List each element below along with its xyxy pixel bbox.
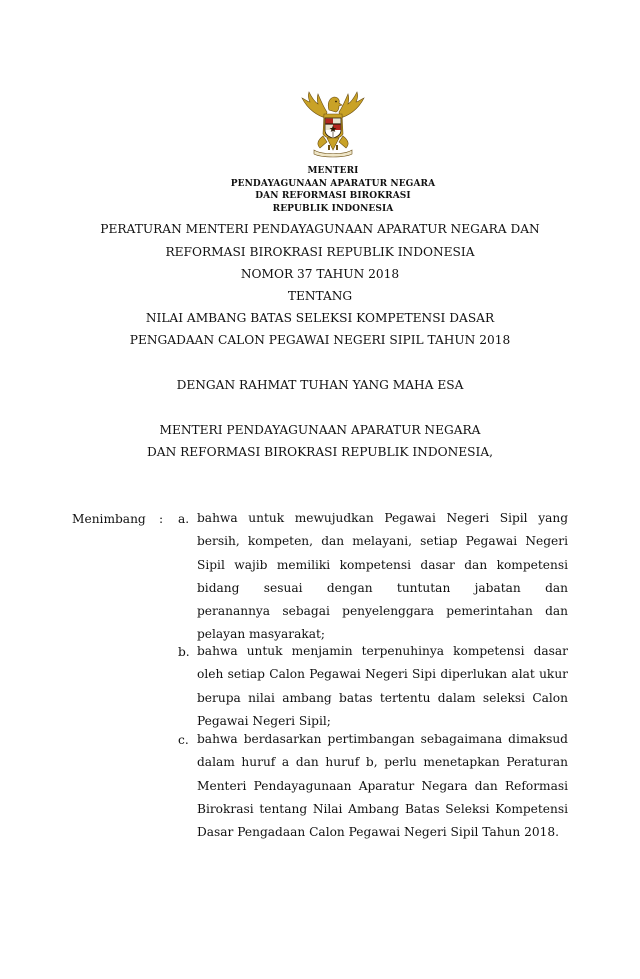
item-letter-b: b. <box>178 645 190 659</box>
minister-line-1: MENTERI PENDAYAGUNAAN APARATUR NEGARA <box>159 423 481 437</box>
letterhead-line-1: MENTERI <box>307 166 359 176</box>
minister-line-2: DAN REFORMASI BIROKRASI REPUBLIK INDONESIA, <box>147 445 493 459</box>
item-b-line: oleh setiap Calon Pegawai Negeri Sipi diperlukan alat ukur <box>197 667 568 682</box>
regulation-about: TENTANG <box>287 289 353 303</box>
item-a-text <box>197 507 568 647</box>
item-b-line: bahwa untuk menjamin terpenuhinya kompetensi dasar <box>197 644 568 658</box>
garuda-tail <box>318 136 348 150</box>
item-c-line: Birokrasi tentang Nilai Ambang Batas Seleksi Kompetensi <box>197 801 568 816</box>
letterhead-line-3: DAN REFORMASI BIROKRASI <box>255 191 411 201</box>
item-letter-a: a. <box>178 512 190 526</box>
item-b-line: berupa nilai ambang batas tertentu dalam seleksi Calon <box>197 690 568 705</box>
regulation-subject-line-2: PENGADAAN CALON PEGAWAI NEGERI SIPIL TAHUN 2018 <box>129 333 511 347</box>
regulation-subject-line-1: NILAI AMBANG BATAS SELEKSI KOMPETENSI DASAR <box>145 311 495 325</box>
invocation: DENGAN RAHMAT TUHAN YANG MAHA ESA <box>176 378 464 392</box>
regulation-title-line-1: PERATURAN MENTERI PENDAYAGUNAAN APARATUR NEGARA DAN <box>100 222 540 236</box>
shield-icon <box>325 118 341 138</box>
letterhead <box>0 165 640 215</box>
garuda-emblem <box>296 88 370 162</box>
letterhead-line-4: REPUBLIK INDONESIA <box>272 203 394 214</box>
motto-ribbon <box>314 150 352 157</box>
regulation-number: NOMOR 37 TAHUN 2018 <box>240 267 400 281</box>
item-c-line: dalam huruf a dan huruf b, perlu menetapkan Peraturan <box>197 755 568 770</box>
garuda-head <box>328 97 342 112</box>
item-b-text <box>197 640 568 733</box>
item-a-line: bidang sesuai dengan tuntutan jabatan dan <box>197 580 568 595</box>
item-a-line: peranannya sebagai penyelenggara pemerintahan dan <box>197 604 568 619</box>
regulation-title-line-2: REFORMASI BIROKRASI REPUBLIK INDONESIA <box>165 245 475 259</box>
item-c-text <box>197 728 568 844</box>
item-letter-c: c. <box>178 733 189 747</box>
item-a-line: bahwa untuk mewujudkan Pegawai Negeri Sipil yang <box>197 511 568 525</box>
left-wing <box>302 92 327 118</box>
considering-colon: : <box>159 512 164 526</box>
item-c-line: bahwa berdasarkan pertimbangan sebagaimana dimaksud <box>197 732 568 746</box>
item-a-line: bersih, kompeten, dan melayani, setiap Pegawai Negeri <box>197 534 568 549</box>
item-c-line: Dasar Pengadaan Calon Pegawai Negeri Sipil Tahun 2018. <box>197 825 560 840</box>
item-a-line: pelayan masyarakat; <box>197 627 326 642</box>
right-wing <box>339 92 364 118</box>
item-a-line: Sipil wajib memiliki kompetensi dasar dan kompetensi <box>197 557 568 572</box>
item-b-line: Pegawai Negeri Sipil; <box>197 713 331 728</box>
considering-label: Menimbang <box>72 512 146 526</box>
item-c-line: Menteri Pendayagunaan Aparatur Negara dan Reformasi <box>197 778 568 793</box>
letterhead-line-2: PENDAYAGUNAAN APARATUR NEGARA <box>230 178 436 189</box>
